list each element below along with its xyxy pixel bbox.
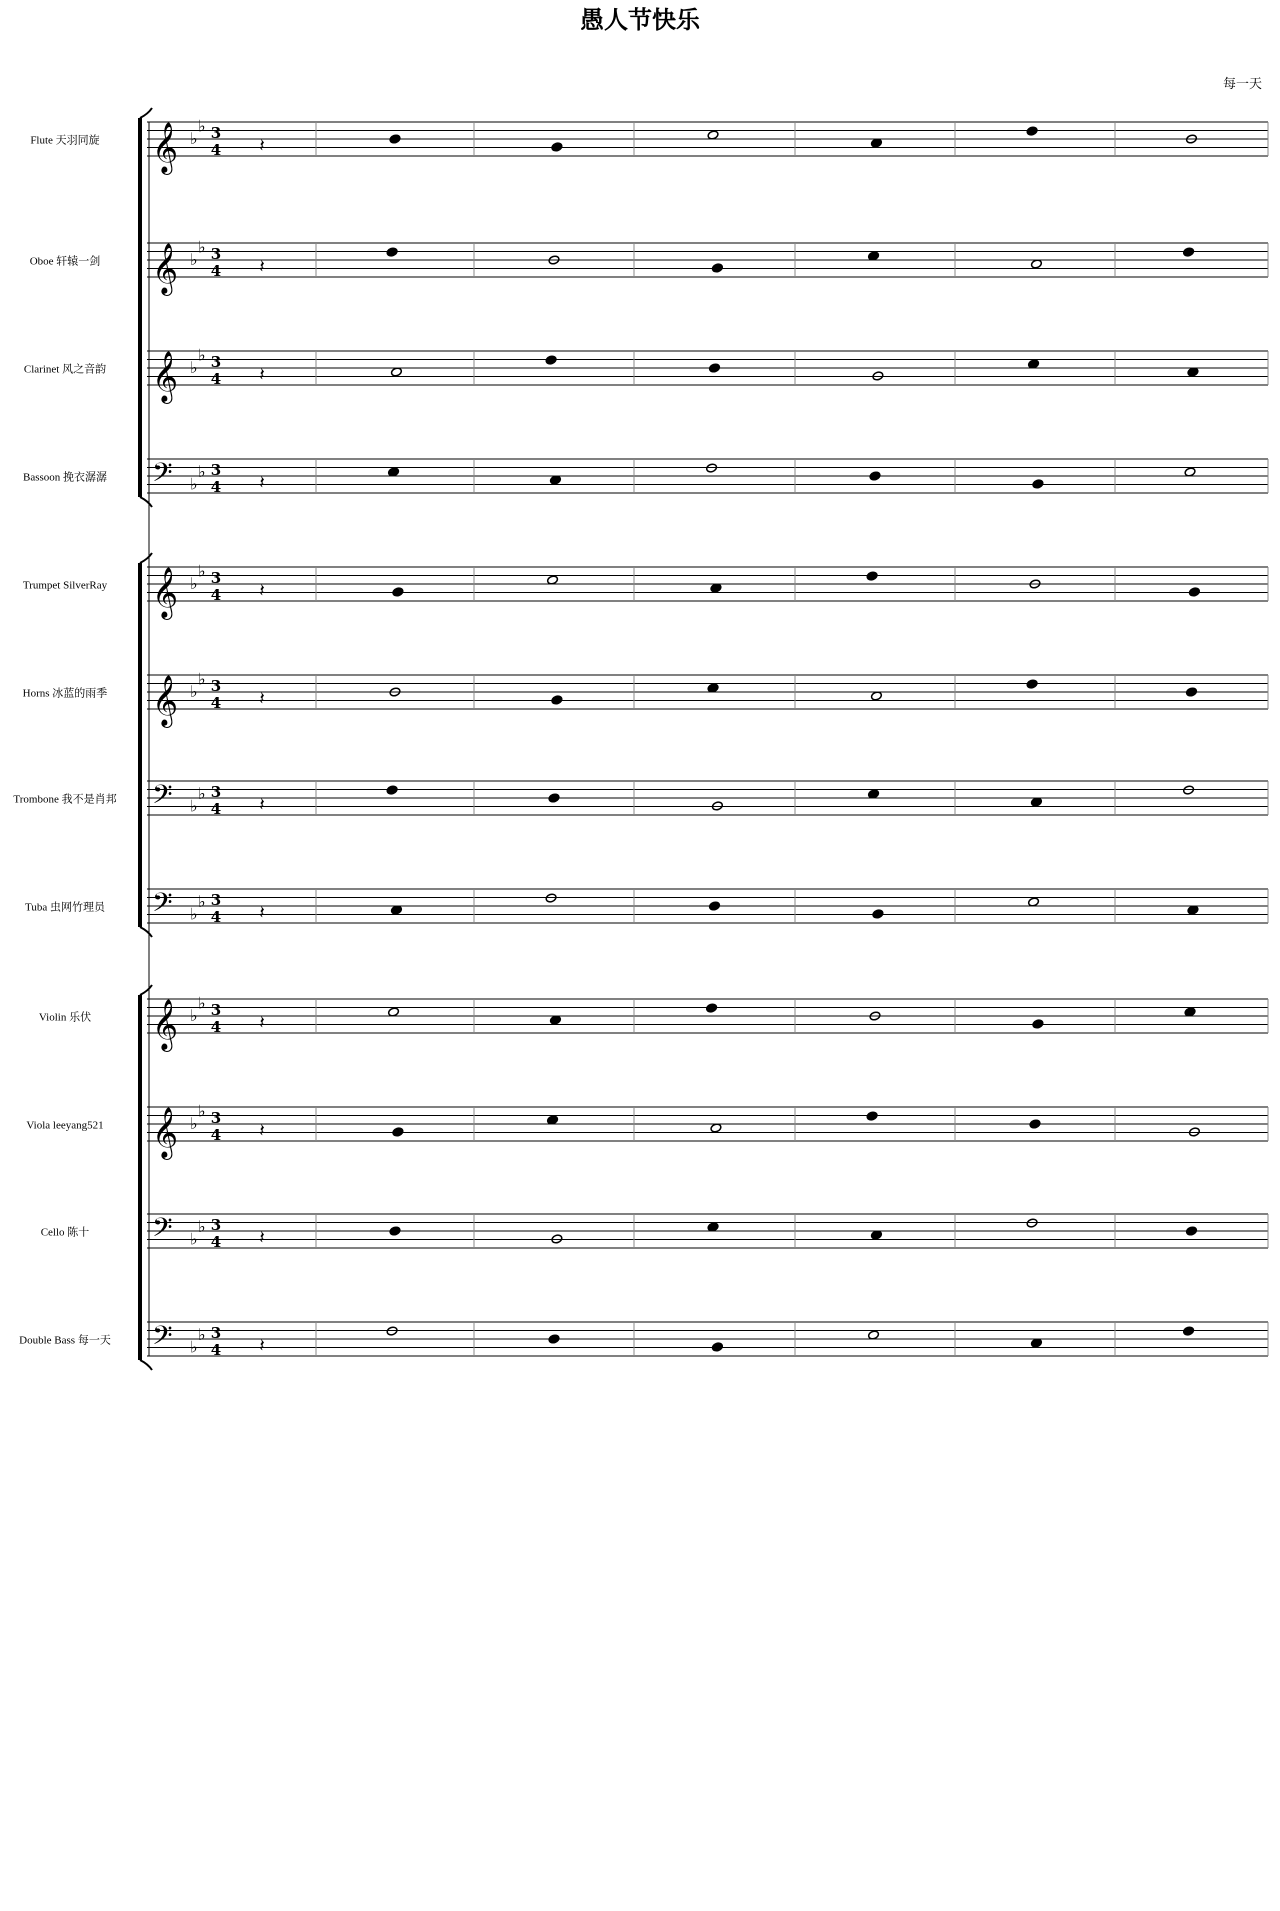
composer-credit: 每一天 (1222, 76, 1262, 91)
note-head (1026, 679, 1038, 689)
treble-clef-icon: 𝄞 (152, 999, 179, 1050)
note-head (392, 587, 404, 597)
note-head (1186, 687, 1198, 697)
quarter-rest-icon: 𝄽 (259, 135, 265, 157)
note-head (1026, 1218, 1038, 1228)
note-head (711, 801, 723, 811)
note-head (1029, 1119, 1041, 1129)
quarter-rest-icon: 𝄽 (259, 580, 265, 602)
time-signature-top: 3 (210, 1109, 222, 1127)
bass-clef-icon: 𝄢 (152, 1319, 173, 1358)
time-signature-top: 3 (210, 1324, 222, 1342)
time-signature-bottom: 4 (210, 1341, 222, 1359)
note-head (866, 1111, 878, 1121)
time-signature-bottom: 4 (210, 694, 222, 712)
flat-icon: ♭ (190, 1114, 198, 1133)
quarter-rest-icon: 𝄽 (259, 364, 265, 386)
note-head (872, 371, 884, 381)
note-head (709, 363, 721, 373)
note-head (706, 463, 718, 473)
flat-icon: ♭ (198, 1216, 206, 1236)
flat-icon: ♭ (198, 345, 206, 365)
time-signature-bottom: 4 (210, 908, 222, 926)
flat-icon: ♭ (198, 461, 206, 481)
flat-icon: ♭ (190, 796, 198, 816)
quarter-rest-icon: 𝄽 (259, 1335, 265, 1357)
instrument-label: Viola leeyang521 (26, 1119, 104, 1132)
time-signature-top: 3 (210, 783, 222, 801)
note-head (545, 355, 557, 365)
time-signature-bottom: 4 (210, 262, 222, 280)
instrument-label: Flute 天羽同旋 (30, 134, 100, 147)
instrument-label: Oboe 轩辕一剑 (29, 255, 101, 268)
time-signature-bottom: 4 (210, 1233, 222, 1251)
note-head (711, 1342, 723, 1352)
flat-icon: ♭ (198, 783, 206, 803)
quarter-rest-icon: 𝄽 (259, 902, 265, 924)
flat-icon: ♭ (190, 250, 198, 269)
treble-clef-icon: 𝄞 (152, 243, 179, 294)
bracket-hook (140, 927, 152, 937)
flat-icon: ♭ (190, 1006, 198, 1025)
time-signature-top: 3 (210, 891, 222, 909)
time-signature-top: 3 (210, 677, 222, 695)
note-head (548, 793, 560, 803)
flat-icon: ♭ (190, 904, 198, 924)
note-head (1183, 1326, 1195, 1336)
flat-icon: ♭ (198, 116, 206, 136)
bracket-hook (140, 985, 152, 995)
note-head (1026, 126, 1038, 136)
flat-icon: ♭ (190, 574, 198, 593)
note-head (1188, 1127, 1200, 1137)
flat-icon: ♭ (198, 669, 206, 689)
flat-icon: ♭ (190, 358, 198, 377)
note-head (548, 1334, 560, 1344)
instrument-label: Violin 乐伏 (38, 1011, 92, 1024)
note-head (389, 134, 401, 144)
note-head (711, 263, 723, 273)
time-signature-top: 3 (210, 461, 222, 479)
note-head (706, 1003, 718, 1013)
flat-icon: ♭ (190, 682, 198, 701)
time-signature-bottom: 4 (210, 586, 222, 604)
flat-icon: ♭ (190, 129, 198, 148)
note-head (551, 695, 563, 705)
time-signature-top: 3 (210, 1001, 222, 1019)
time-signature-bottom: 4 (210, 370, 222, 388)
quarter-rest-icon: 𝄽 (259, 1012, 265, 1034)
bass-clef-icon: 𝄢 (152, 886, 173, 925)
time-signature-bottom: 4 (210, 141, 222, 159)
flat-icon: ♭ (190, 1337, 198, 1357)
time-signature-bottom: 4 (210, 1018, 222, 1036)
note-head (551, 142, 563, 152)
flat-icon: ♭ (198, 1101, 206, 1121)
note-head (386, 247, 398, 257)
note-head (872, 909, 884, 919)
note-head (1186, 1226, 1198, 1236)
note-head (869, 471, 881, 481)
flat-icon: ♭ (198, 993, 206, 1013)
instrument-label: Double Bass 每一天 (19, 1334, 111, 1347)
instrument-label: Trumpet SilverRay (22, 579, 108, 592)
quarter-rest-icon: 𝄽 (259, 1227, 265, 1249)
time-signature-top: 3 (210, 353, 222, 371)
quarter-rest-icon: 𝄽 (259, 256, 265, 278)
quarter-rest-icon: 𝄽 (259, 794, 265, 816)
note-head (1183, 247, 1195, 257)
bracket-hook (140, 108, 152, 118)
treble-clef-icon: 𝄞 (152, 351, 179, 402)
bass-clef-icon: 𝄢 (152, 778, 173, 817)
bass-clef-icon: 𝄢 (152, 456, 173, 495)
note-head (389, 1226, 401, 1236)
treble-clef-icon: 𝄞 (152, 567, 179, 618)
time-signature-top: 3 (210, 124, 222, 142)
bracket-hook (140, 1360, 152, 1370)
note-head (392, 1127, 404, 1137)
flat-icon: ♭ (190, 474, 198, 494)
score-title: 愚人节快乐 (580, 6, 700, 34)
note-head (545, 893, 557, 903)
quarter-rest-icon: 𝄽 (259, 1120, 265, 1142)
instrument-label: Trombone 我不是肖邦 (13, 793, 117, 806)
note-head (1188, 587, 1200, 597)
note-head (709, 901, 721, 911)
note-head (551, 1234, 563, 1244)
instrument-label: Cello 陈十 (40, 1226, 90, 1239)
time-signature-bottom: 4 (210, 478, 222, 496)
time-signature-bottom: 4 (210, 1126, 222, 1144)
note-head (1032, 479, 1044, 489)
time-signature-top: 3 (210, 245, 222, 263)
flat-icon: ♭ (198, 1324, 206, 1344)
instrument-label: Clarinet 风之音韵 (23, 363, 107, 376)
flat-icon: ♭ (198, 237, 206, 257)
flat-icon: ♭ (190, 1229, 198, 1249)
time-signature-bottom: 4 (210, 800, 222, 818)
quarter-rest-icon: 𝄽 (259, 472, 265, 494)
treble-clef-icon: 𝄞 (152, 675, 179, 726)
bass-clef-icon: 𝄢 (152, 1211, 173, 1250)
flat-icon: ♭ (198, 561, 206, 581)
time-signature-top: 3 (210, 1216, 222, 1234)
quarter-rest-icon: 𝄽 (259, 688, 265, 710)
time-signature-top: 3 (210, 569, 222, 587)
flat-icon: ♭ (198, 891, 206, 911)
note-head (1183, 785, 1195, 795)
instrument-label: Horns 冰蓝的雨季 (22, 687, 108, 700)
note-head (1032, 1019, 1044, 1029)
instrument-label: Tuba 虫网竹理员 (25, 901, 105, 914)
bracket-hook (140, 553, 152, 563)
treble-clef-icon: 𝄞 (152, 1107, 179, 1158)
treble-clef-icon: 𝄞 (152, 122, 179, 173)
instrument-label: Bassoon 挽衣潺潺 (22, 471, 108, 484)
note-head (386, 1326, 398, 1336)
bracket-hook (140, 497, 152, 507)
staff-systems (13, 108, 1268, 1370)
note-head (386, 785, 398, 795)
note-head (866, 571, 878, 581)
